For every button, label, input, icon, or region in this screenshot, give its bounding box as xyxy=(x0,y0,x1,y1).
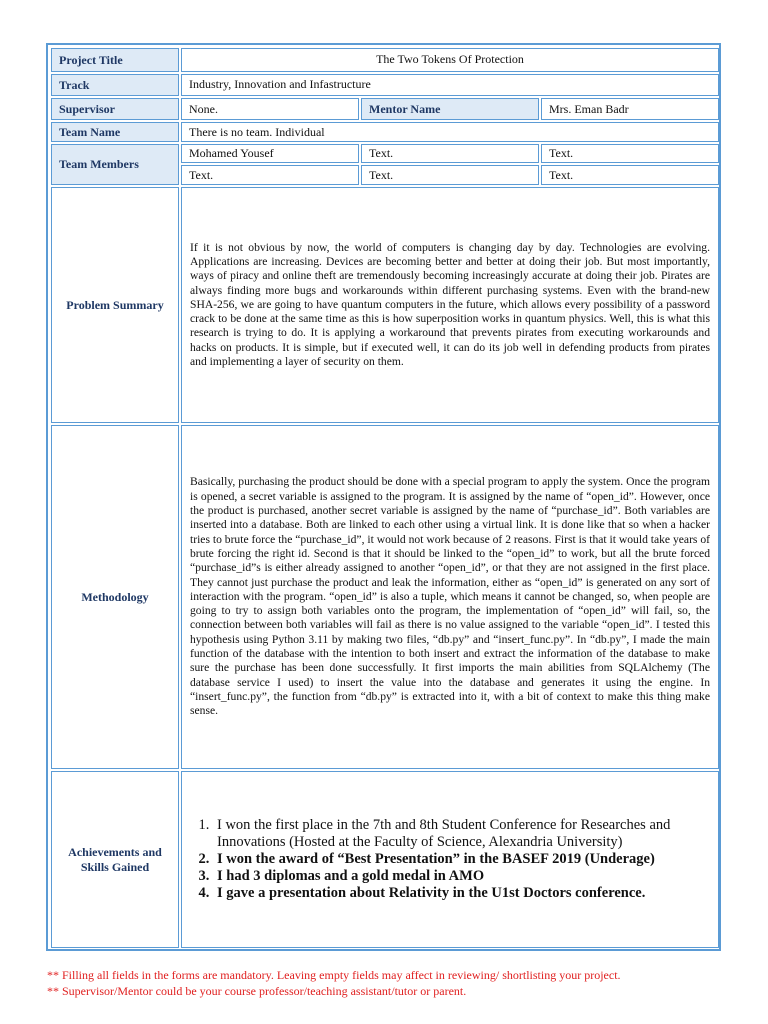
team-member-3[interactable]: Text. xyxy=(541,144,719,163)
mentor-label: Mentor Name xyxy=(361,98,539,120)
supervisor-note: ** Supervisor/Mentor could be your course professor/teaching assistant/tutor or parent. xyxy=(47,984,467,998)
team-member-1[interactable]: Mohamed Yousef xyxy=(181,144,359,163)
problem-summary-text: If it is not obvious by now, the world of computers is changing day by day. Technologies are evolving. Applications are increasing. Devices are becoming better and better at doing their job. But most importantly, ways of piracy and online theft are tremendously becoming increasingly accurate at doing their job. Pirates are always finding more bugs and workarounds within different purchasing systems. Even with the brand-new SHA-256, we are going to have quantum computers in the future, which allows every possibility of a password crack to be done at the same time as this is how superposition works in quantum physics. Well, this is what this research is trying to do. It is applying a workaround that prevents pirates from executing workarounds and hacks on products. It is simple, but if executed well, it can do its job well in defending products from pirates and implementing a layer of security on them. xyxy=(190,240,710,369)
methodology-text: Basically, purchasing the product should be done with a special program to apply the system. Once the program is opened, a secret variable is assigned to the program. It is assigned by the name of “open_id”. However, once the product is purchased, another secret variable is assigned by the name of “purchase_id”. Both variables are inserted into a database. Both are linked to each other using a virtual link. It is done like that so when a hacker tries to brute force the “purchase_id”, it would not work because of 2 reasons. First is that it would take years of brute forcing the right id. Second is that it should be linked to the “open_id” to work, but all the brute forced “purchase_id”s is either already assigned to another “open_id”, or that they are not assigned in the first place. They cannot just purchase the product and leak the information, either as “open_id” is generated on any sort of interaction with the program. “open_id” is also a tuple, which means it cannot be changed, so, when people are going to try to assign both variables onto the program, the implementation of “open_id” will fail, so, the connection between both variables will fail as there is no value assigned to the variable “open_id”. I tested this hypothesis using Python 3.11 by making two files, “db.py” and “insert_func.py”. In “db.py”, I made the main function of the database with the intention to both insert and extract the information of the database to make sure the purchase has been done successfully. It first imports the main abilities from SQLAlchemy (The database service I used) to insert the value into the database and generates it using the engine. In “insert_func.py”, the function from “db.py” is extracted into it, with a bit of context to make this thing make sense. xyxy=(190,475,710,718)
achievements-label: Achievements and Skills Gained xyxy=(51,771,179,948)
team-name-value[interactable]: There is no team. Individual xyxy=(181,122,719,142)
team-member-5[interactable]: Text. xyxy=(361,165,539,185)
track-label: Track xyxy=(51,74,179,96)
project-title-label: Project Title xyxy=(51,48,179,72)
achievement-item: 4. I gave a presentation about Relativity in the U1st Doctors conference. xyxy=(213,885,702,902)
problem-summary-box[interactable] xyxy=(181,187,719,423)
achievement-item: 3. I had 3 diplomas and a gold medal in AMO xyxy=(213,868,702,885)
project-form xyxy=(46,43,721,951)
supervisor-label: Supervisor xyxy=(51,98,179,120)
achievements-box[interactable] xyxy=(181,771,719,948)
methodology-label: Methodology xyxy=(51,425,179,769)
team-member-6[interactable]: Text. xyxy=(541,165,719,185)
mentor-value[interactable]: Mrs. Eman Badr xyxy=(541,98,719,120)
mandatory-note: ** Filling all fields in the forms are mandatory. Leaving empty fields may affect in reviewing/ shortlisting your project. xyxy=(47,968,621,982)
team-members-label: Team Members xyxy=(51,144,179,185)
team-member-2[interactable]: Text. xyxy=(361,144,539,163)
problem-summary-label: Problem Summary xyxy=(51,187,179,423)
project-title-value[interactable]: The Two Tokens Of Protection xyxy=(181,48,719,72)
team-name-label: Team Name xyxy=(51,122,179,142)
team-member-4[interactable]: Text. xyxy=(181,165,359,185)
achievement-item: 2. I won the award of “Best Presentation” in the BASEF 2019 (Underage) xyxy=(213,851,702,868)
methodology-box[interactable] xyxy=(181,425,719,769)
achievements-list xyxy=(186,817,702,902)
supervisor-value[interactable]: None. xyxy=(181,98,359,120)
track-value[interactable]: Industry, Innovation and Infastructure xyxy=(181,74,719,96)
achievement-item: 1. I won the first place in the 7th and 8th Student Conference for Researches and Innovations (Hosted at the Faculty of Science, Alexandria University) xyxy=(213,817,702,851)
